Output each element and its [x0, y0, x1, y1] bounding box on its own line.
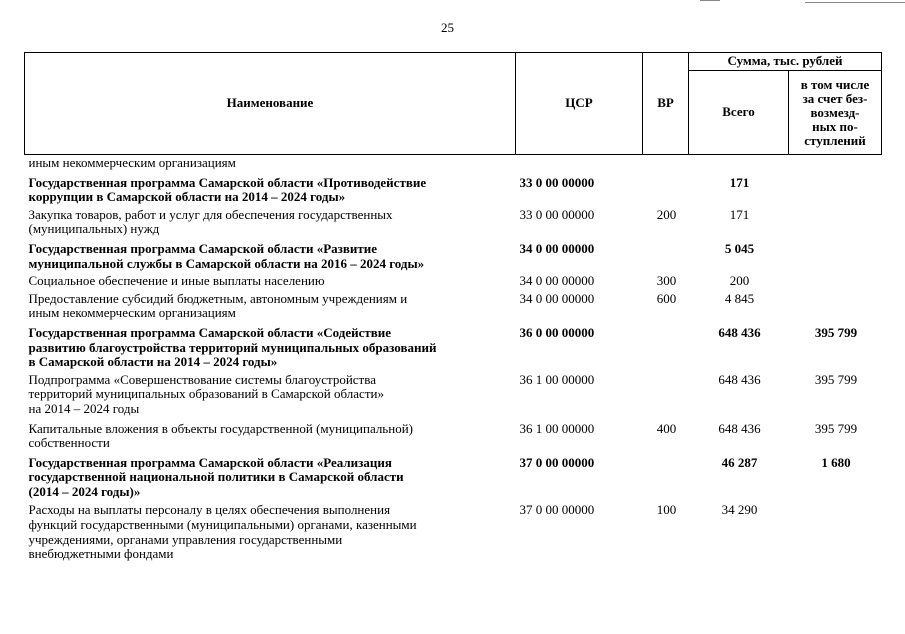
- cell-vr: [643, 323, 689, 372]
- cell-csr: 36 0 00 00000: [519, 324, 595, 340]
- cell-vr: 200: [656, 206, 677, 222]
- cell-free: 395 799: [814, 371, 858, 387]
- cell-vr: [643, 155, 689, 173]
- cell-name: Государственная программа Самарской области «Реализация государственной национальной политики в Самарской области (2014 – 2024 годы)»: [28, 454, 404, 499]
- cell-free: [789, 207, 882, 239]
- cell-total: [689, 155, 789, 173]
- scan-mark: [700, 0, 720, 1]
- cell-name: Предоставление субсидий бюджетным, автономным учреждениям и иным некоммерческим организациям: [28, 290, 408, 321]
- cell-name: Государственная программа Самарской области «Содействие развитию благоустройства территорий муниципальных образований в Самарской области на 2014 – 2024 годы»: [28, 324, 437, 370]
- cell-vr: [643, 239, 689, 273]
- cell-vr: 400: [656, 420, 677, 436]
- cell-total: 34 290: [721, 502, 758, 518]
- cell-name: иным некоммерческим организациям: [28, 155, 236, 170]
- cell-vr: [643, 453, 689, 502]
- cell-total: 648 436: [718, 371, 761, 387]
- table-row: [25, 155, 882, 173]
- cell-csr: 33 0 00 00000: [519, 174, 595, 190]
- cell-total: 648 436: [718, 420, 761, 436]
- cell-csr: 37 0 00 00000: [519, 454, 595, 470]
- cell-total: 171: [729, 174, 750, 190]
- cell-total: 200: [729, 273, 750, 289]
- table-body: [25, 155, 882, 564]
- cell-free: [789, 273, 882, 291]
- cell-total: 171: [729, 206, 750, 222]
- table-row: [25, 173, 882, 207]
- cell-free: [789, 501, 882, 563]
- table-row: [25, 291, 882, 323]
- header-vr: ВР: [643, 53, 689, 155]
- cell-free: [789, 173, 882, 207]
- cell-free: [789, 239, 882, 273]
- budget-table: [24, 52, 882, 564]
- cell-name: Государственная программа Самарской области «Развитие муниципальной службы в Самарской области на 2016 – 2024 годы»: [28, 240, 425, 271]
- cell-name: Закупка товаров, работ и услуг для обеспечения государственных (муниципальных) нужд: [28, 206, 393, 237]
- header-sum: Сумма, тыс. рублей: [689, 53, 882, 71]
- cell-vr: [643, 372, 689, 419]
- table-row: [25, 273, 882, 291]
- table-row: [25, 239, 882, 273]
- table-row: [25, 419, 882, 453]
- cell-vr: [643, 173, 689, 207]
- table-row: [25, 501, 882, 563]
- table-row: [25, 453, 882, 502]
- cell-total: 5 045: [724, 240, 755, 256]
- cell-vr: 600: [656, 290, 677, 306]
- cell-free: 395 799: [814, 324, 858, 340]
- cell-name: Капитальные вложения в объекты государственной (муниципальной) собственности: [28, 420, 413, 451]
- cell-vr: 300: [656, 273, 677, 289]
- table-header: [25, 53, 882, 155]
- header-csr: ЦСР: [516, 53, 643, 155]
- scan-mark: [805, 2, 905, 3]
- table-row: [25, 323, 882, 372]
- cell-name: Государственная программа Самарской области «Противодействие коррупции в Самарской области на 2014 – 2024 годы»: [28, 174, 427, 205]
- cell-total: 648 436: [718, 324, 761, 340]
- cell-name: Социальное обеспечение и иные выплаты населению: [28, 273, 325, 289]
- cell-free: 395 799: [814, 420, 858, 436]
- header-free: в том числе за счет без- возмезд- ных по- ступлений: [789, 71, 882, 155]
- cell-total: 4 845: [724, 290, 755, 306]
- header-total: Всего: [689, 71, 789, 155]
- cell-csr: 37 0 00 00000: [519, 502, 595, 518]
- cell-vr: 100: [656, 502, 677, 518]
- cell-free: [789, 291, 882, 323]
- cell-csr: 36 1 00 00000: [519, 371, 595, 387]
- table-row: [25, 372, 882, 419]
- cell-name: Расходы на выплаты персоналу в целях обеспечения выполнения функций государственными (муниципальными) органами, казенными учреждениями, органами управления государственными внебюджетными фондами: [28, 502, 417, 562]
- cell-csr: 34 0 00 00000: [519, 240, 595, 256]
- cell-csr: 34 0 00 00000: [519, 290, 595, 306]
- page-number: 25: [441, 20, 454, 35]
- cell-csr: 33 0 00 00000: [519, 206, 595, 222]
- header-name: Наименование: [25, 53, 516, 155]
- cell-csr: 34 0 00 00000: [519, 273, 595, 289]
- cell-csr: 36 1 00 00000: [519, 420, 595, 436]
- cell-name: Подпрограмма «Совершенствование системы благоустройства территорий муниципальных образований в Самарской области» на 2014 – 2024 годы: [28, 371, 384, 416]
- cell-csr: [516, 155, 643, 173]
- table-row: [25, 207, 882, 239]
- cell-free: 1 680: [821, 454, 851, 470]
- cell-free: [789, 155, 882, 173]
- cell-total: 46 287: [721, 454, 758, 470]
